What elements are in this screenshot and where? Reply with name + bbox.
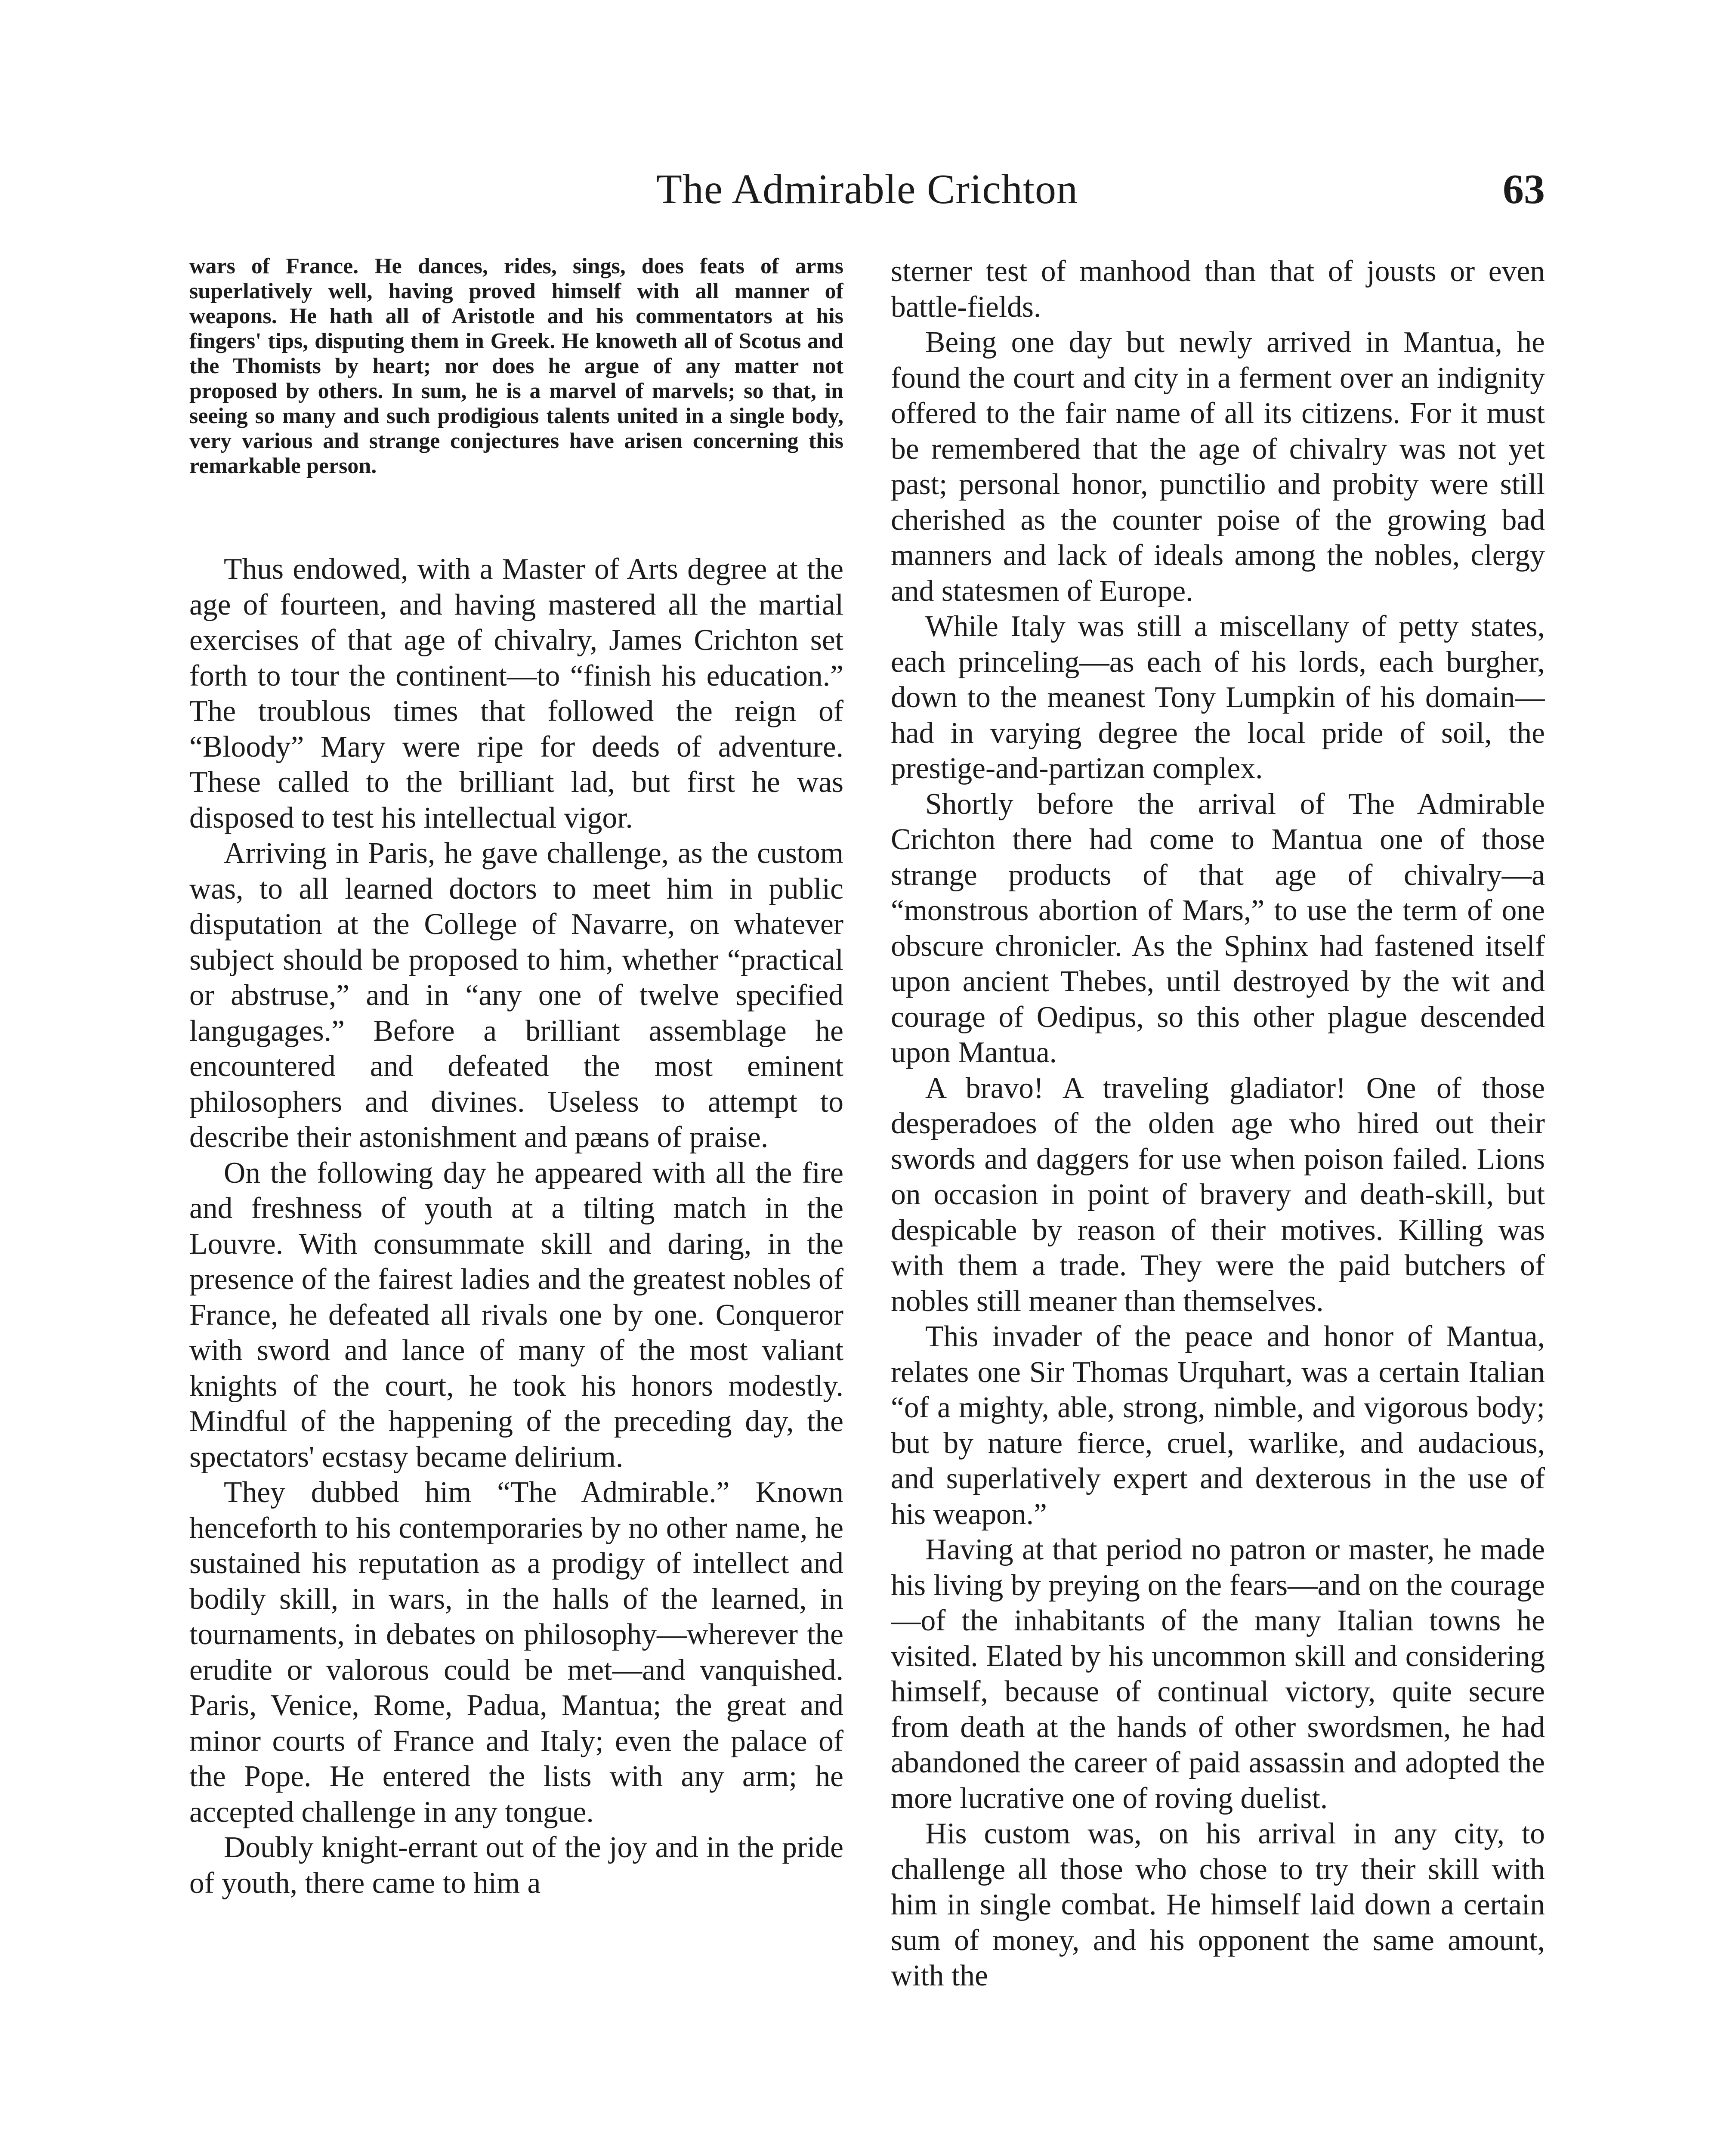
body-paragraph: His custom was, on his arrival in any city, to challenge all those who chose to try their skill with him in single combat. He himself laid down a certain sum of money, and his opponent the same amount, with the	[891, 1817, 1545, 1992]
page-number: 63	[1503, 166, 1545, 213]
body-paragraph: Doubly knight-errant out of the joy and in the pride of youth, there came to him a	[189, 1831, 843, 1900]
body-paragraph: Being one day but newly arrived in Mantua, he found the court and city in a ferment over an indignity offered to the fair name of all its citizens. For it must be remembered that the age of chivalry was not yet past; personal honor, punctilio and probity were still cherished as the counter poise of the growing bad manners and lack of ideals among the nobles, clergy and statesmen of Europe.	[891, 326, 1545, 608]
body-paragraph: A bravo! A traveling gladiator! One of those desperadoes of the olden age who hired out their swords and daggers for use when poison failed. Lions on occasion in point of bravery and death-skill, but despicable by reason of their motives. Killing was with them a trade. They were the paid butchers of nobles still meaner than themselves.	[891, 1071, 1545, 1318]
right-column	[891, 254, 1545, 2152]
body-paragraph: This invader of the peace and honor of Mantua, relates one Sir Thomas Urquhart, was a certain Italian “of a mighty, able, strong, nimble, and vigorous body; but by nature fierce, cruel, warlike, and audacious, and superlatively expert and dexterous in the use of his weapon.”	[891, 1320, 1545, 1531]
body-paragraph: They dubbed him “The Admirable.” Known henceforth to his contemporaries by no other name, he sustained his reputation as a prodigy of intellect and bodily skill, in wars, in the halls of the learned, in tournaments, in debates on philosophy—wherever the erudite or valorous could be met—and vanquished. Paris, Venice, Rome, Padua, Mantua; the great and minor courts of France and Italy; even the palace of the Pope. He entered the lists with any arm; he accepted challenge in any tongue.	[189, 1476, 843, 1829]
body-paragraph: Thus endowed, with a Master of Arts degree at the age of fourteen, and having mastered all the martial exercises of that age of chivalry, James Crichton set forth to tour the continent—to “finish his education.” The troublous times that followed the reign of “Bloody” Mary were ripe for deeds of adventure. These called to the brilliant lad, but first he was disposed to test his intellectual vigor.	[189, 553, 843, 835]
running-title: The Admirable Crichton	[656, 166, 1078, 213]
body-paragraph: While Italy was still a miscellany of petty states, each princeling—as each of his lords, each burgher, down to the meanest Tony Lumpkin of his domain—had in varying degree the local pride of soil, the prestige-and-partizan complex.	[891, 610, 1545, 785]
body-paragraph: Shortly before the arrival of The Admirable Crichton there had come to Mantua one of those strange products of that age of chivalry—a “monstrous abortion of Mars,” to use the term of one obscure chronicler. As the Sphinx had fastened itself upon ancient Thebes, until destroyed by the wit and courage of Oedipus, so this other plague descended upon Mantua.	[891, 787, 1545, 1069]
running-header	[189, 159, 1545, 220]
body-paragraph: On the following day he appeared with all the fire and freshness of youth at a tilting match in the Louvre. With consummate skill and daring, in the presence of the fairest ladies and the greatest nobles of France, he defeated all rivals one by one. Conqueror with sword and lance of many of the most valiant knights of the court, he took his honors modestly. Mindful of the happening of the preceding day, the spectators' ecstasy became delirium.	[189, 1156, 843, 1474]
continued-paragraph: sterner test of manhood than that of jousts or even battle-fields.	[891, 255, 1545, 324]
body-paragraph: Having at that period no patron or master, he made his living by preying on the fears—and on the courage—of the inhabitants of the many Italian towns he visited. Elated by his uncommon skill and considering himself, because of continual victory, quite secure from death at the hands of other swordsmen, he had abandoned the career of paid assassin and adopted the more lucrative one of roving duelist.	[891, 1533, 1545, 1815]
left-column	[189, 254, 843, 2152]
body-paragraph: Arriving in Paris, he gave challenge, as the custom was, to all learned doctors to meet him in public disputation at the College of Navarre, on whatever subject should be proposed to him, whether “practical or abstruse,” and in “any one of twelve specified langugages.” Before a brilliant assemblage he encountered and defeated the most eminent philosophers and divines. Useless to attempt to describe their astonishment and pæans of praise.	[189, 837, 843, 1154]
block-quote: wars of France. He dances, rides, sings, does feats of arms superlatively well, having proved himself with all manner of weapons. He hath all of Aristotle and his commentators at his fingers' tips, disputing them in Greek. He knoweth all of Scotus and the Thomists by heart; nor does he argue of any matter not proposed by others. In sum, he is a marvel of marvels; so that, in seeing so many and such prodigious talents united in a single body, very various and strange conjectures have arisen concerning this remarkable person.	[189, 254, 843, 478]
